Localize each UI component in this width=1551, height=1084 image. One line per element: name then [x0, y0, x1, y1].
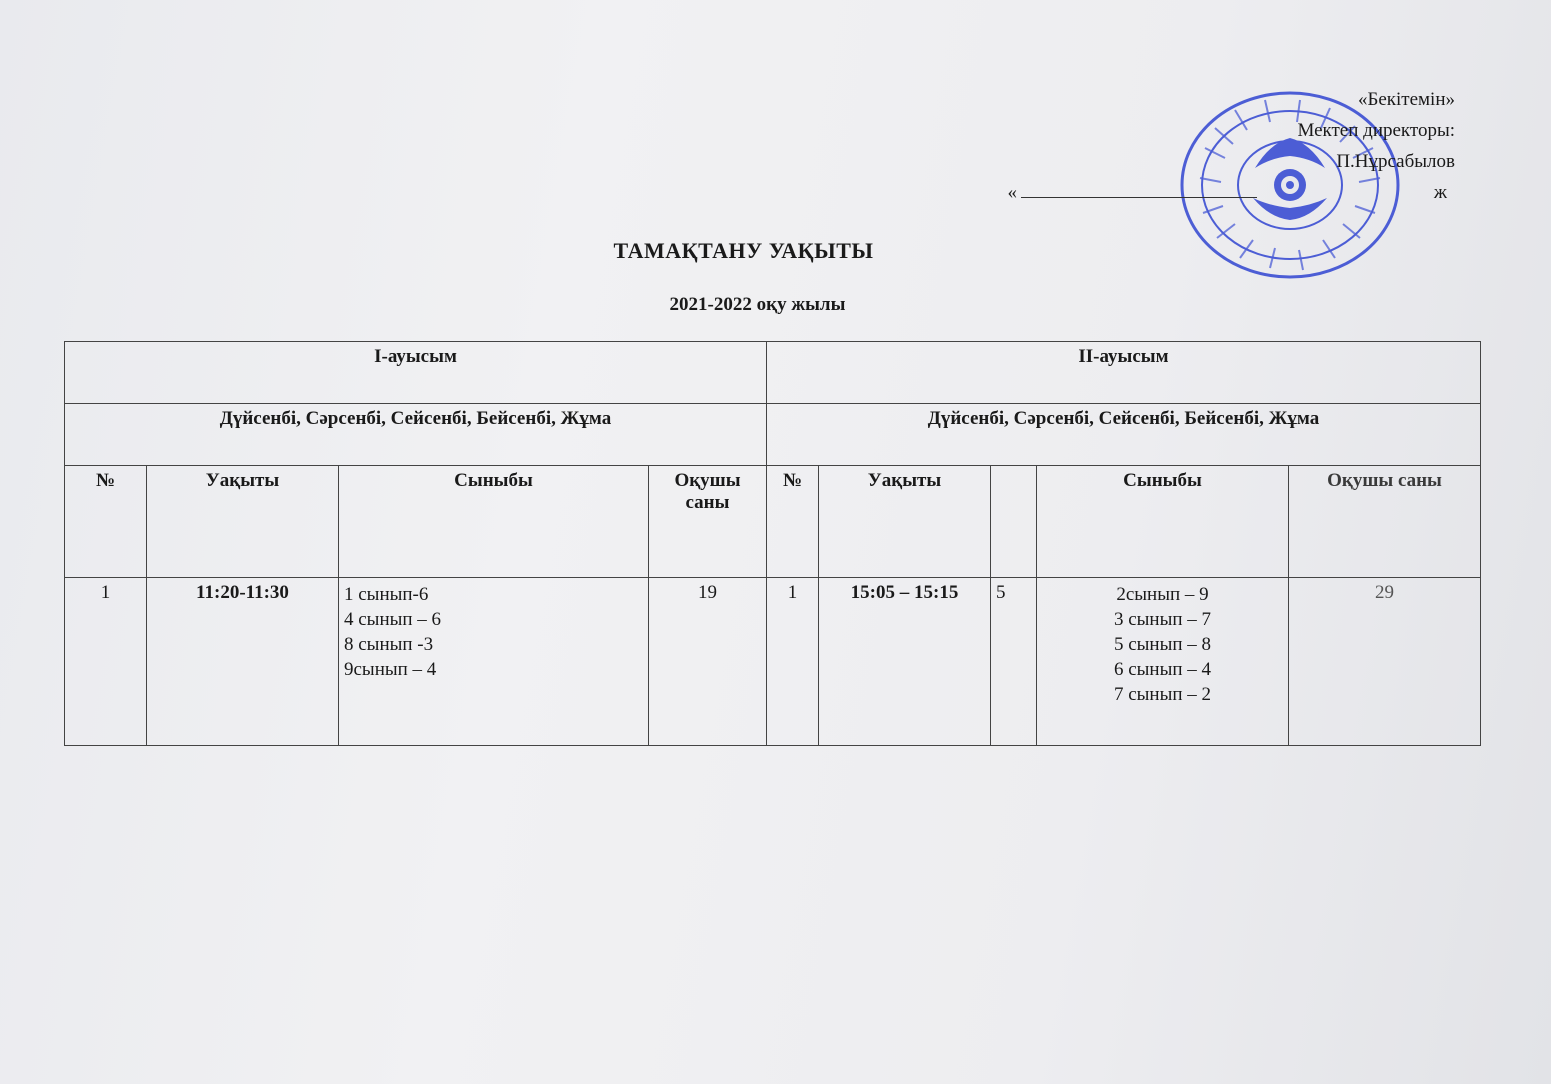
col-header-no1: № [65, 466, 147, 578]
col-header-time1: Уақыты [147, 466, 339, 578]
shift1-days: Дүйсенбі, Сәрсенбі, Сейсенбі, Бейсенбі, Жұма [65, 404, 767, 466]
shift-header-row [65, 342, 1481, 404]
page-subtitle: 2021-2022 оқу жылы [669, 294, 846, 315]
row-extra2: 5 [991, 578, 1037, 746]
shift2-header: II-ауысым [767, 342, 1481, 404]
class-item: 2сынып – 9 [1116, 584, 1209, 605]
approval-date-line [1007, 177, 1261, 208]
class-item: 3 сынып – 7 [1113, 609, 1212, 630]
col-header-count1: Оқушы саны [649, 466, 767, 578]
schedule-table [64, 341, 1481, 746]
column-header-row [65, 466, 1481, 578]
page-title: ТАМАҚТАНУ УАҚЫТЫ [613, 238, 874, 263]
shift2-days: Дүйсенбі, Сәрсенбі, Сейсенбі, Бейсенбі, Жұма [767, 404, 1481, 466]
col-header-no2: № [767, 466, 819, 578]
date-underline [1021, 197, 1257, 198]
approval-name: П.Нұрсабылов [1336, 151, 1455, 172]
class-item: 8 сынып -3 [344, 634, 434, 655]
approval-date-suffix: ж [1433, 182, 1447, 203]
row-time2: 15:05 – 15:15 [819, 578, 991, 746]
date-open-quote: « [1007, 182, 1017, 203]
class-item: 5 сынып – 8 [1113, 634, 1212, 655]
class-item: 9сынып – 4 [344, 659, 437, 680]
class-item: 6 сынып – 4 [1113, 659, 1212, 680]
col-header-time2: Уақыты [819, 466, 991, 578]
col-header-count2: Оқушы саны [1289, 466, 1481, 578]
shift1-header: I-ауысым [65, 342, 767, 404]
table-row [65, 578, 1481, 746]
row-count2: 29 [1289, 578, 1481, 746]
class-item: 7 сынып – 2 [1113, 684, 1212, 705]
approval-label: «Бекітемін» [1357, 89, 1455, 110]
row-classes1 [339, 578, 649, 746]
col-header-blank [991, 466, 1037, 578]
row-classes2 [1037, 578, 1289, 746]
class-item: 1 сынып-6 [344, 584, 429, 605]
row-no2: 1 [767, 578, 819, 746]
row-no1: 1 [65, 578, 147, 746]
row-time1: 11:20-11:30 [147, 578, 339, 746]
class-item: 4 сынып – 6 [344, 609, 442, 630]
approval-position: Мектеп директоры: [1297, 120, 1455, 141]
col-header-class1: Сыныбы [339, 466, 649, 578]
col-header-class2: Сыныбы [1037, 466, 1289, 578]
days-header-row [65, 404, 1481, 466]
approval-block [1007, 84, 1455, 208]
row-count1: 19 [649, 578, 767, 746]
